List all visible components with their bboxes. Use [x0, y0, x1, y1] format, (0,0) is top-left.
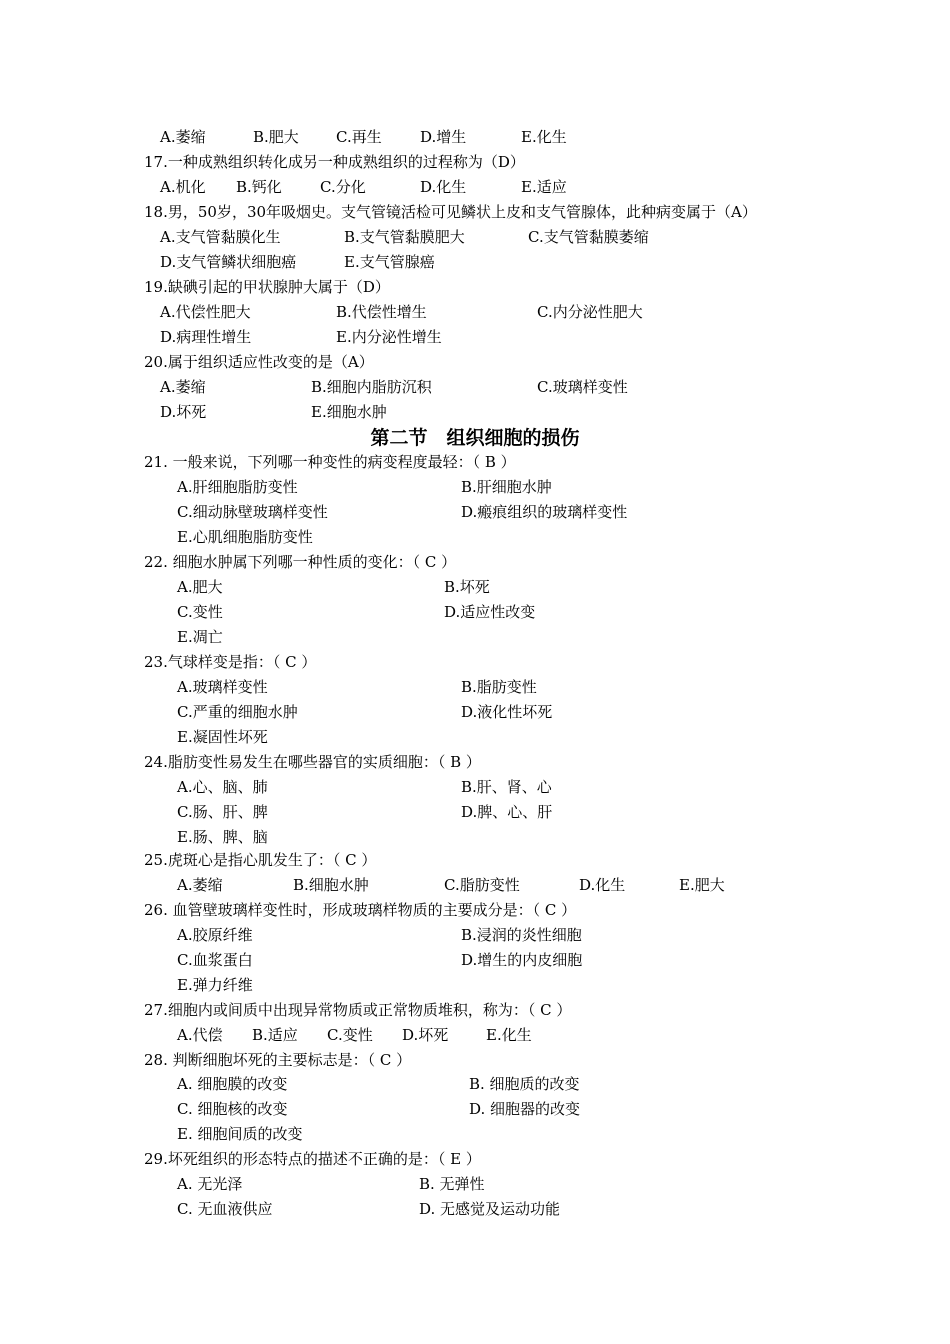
- answer-option: A.肥大: [177, 578, 223, 596]
- answer-option: E.内分泌性增生: [336, 328, 442, 346]
- answer-option: B. 无弹性: [419, 1175, 485, 1193]
- answer-option: C.再生: [336, 128, 382, 146]
- answer-option: A.萎缩: [160, 378, 206, 396]
- answer-option: A.胶原纤维: [177, 926, 253, 944]
- answer-option: C.严重的细胞水肿: [177, 703, 298, 721]
- answer-option: B.坏死: [444, 578, 490, 596]
- answer-option: C.脂肪变性: [444, 876, 520, 894]
- answer-option: D.病理性增生: [160, 328, 252, 346]
- answer-option: E.心肌细胞脂肪变性: [177, 528, 313, 546]
- answer-option: C.支气管黏膜萎缩: [528, 228, 649, 246]
- answer-option: C.细动脉壁玻璃样变性: [177, 503, 328, 521]
- answer-option: D.瘢痕组织的玻璃样变性: [461, 503, 628, 521]
- question-text: 27.细胞内或间质中出现异常物质或正常物质堆积，称为：（ C ）: [144, 1001, 572, 1019]
- question-text: 20.属于组织适应性改变的是（A）: [144, 353, 374, 371]
- question-text: 29.坏死组织的形态特点的描述不正确的是：（ E ）: [144, 1150, 481, 1168]
- answer-option: C.变性: [327, 1026, 373, 1044]
- question-text: 17.一种成熟组织转化成另一种成熟组织的过程称为（D）: [144, 153, 525, 171]
- answer-option: B.支气管黏膜肥大: [344, 228, 465, 246]
- answer-option: A.代偿性肥大: [160, 303, 251, 321]
- question-text: 19.缺碘引起的甲状腺肿大属于（D）: [144, 278, 390, 296]
- answer-option: E.肠、脾、脑: [177, 828, 268, 846]
- answer-option: B.浸润的炎性细胞: [461, 926, 582, 944]
- answer-option: A. 无光泽: [177, 1175, 243, 1193]
- answer-option: B.肝细胞水肿: [461, 478, 552, 496]
- answer-option: C. 细胞核的改变: [177, 1100, 288, 1118]
- answer-option: D.坏死: [160, 403, 207, 421]
- answer-option: E.弹力纤维: [177, 976, 253, 994]
- answer-option: A.萎缩: [177, 876, 223, 894]
- answer-option: D.化生: [579, 876, 626, 894]
- answer-option: D.液化性坏死: [461, 703, 553, 721]
- answer-option: C.肠、肝、脾: [177, 803, 268, 821]
- answer-option: C.变性: [177, 603, 223, 621]
- answer-option: A.心、脑、肺: [177, 778, 268, 796]
- answer-option: A.机化: [160, 178, 206, 196]
- answer-option: E.凝固性坏死: [177, 728, 268, 746]
- answer-option: E.化生: [521, 128, 567, 146]
- question-text: 18.男，50岁，30年吸烟史。支气管镜活检可见鳞状上皮和支气管腺体，此种病变属于（A）: [144, 203, 757, 221]
- question-text: 22. 细胞水肿属下列哪一种性质的变化：（ C ）: [144, 553, 457, 571]
- answer-option: B.细胞内脂肪沉积: [311, 378, 432, 396]
- answer-option: A. 细胞膜的改变: [177, 1075, 288, 1093]
- answer-option: D.化生: [420, 178, 467, 196]
- answer-option: B.细胞水肿: [293, 876, 369, 894]
- answer-option: B. 细胞质的改变: [469, 1075, 580, 1093]
- answer-option: A.肝细胞脂肪变性: [177, 478, 298, 496]
- answer-option: A.玻璃样变性: [177, 678, 268, 696]
- answer-option: B.代偿性增生: [336, 303, 427, 321]
- answer-option: E.肥大: [679, 876, 725, 894]
- answer-option: C. 无血液供应: [177, 1200, 273, 1218]
- answer-option: D.支气管鳞状细胞癌: [160, 253, 297, 271]
- question-text: 24.脂肪变性易发生在哪些器官的实质细胞：（ B ）: [144, 753, 481, 771]
- question-text: 26. 血管壁玻璃样变性时，形成玻璃样物质的主要成分是：（ C ）: [144, 901, 577, 919]
- answer-option: A.代偿: [177, 1026, 223, 1044]
- answer-option: D.坏死: [402, 1026, 449, 1044]
- answer-option: B.钙化: [236, 178, 282, 196]
- answer-option: C.内分泌性肥大: [537, 303, 643, 321]
- answer-option: B.肝、肾、心: [461, 778, 552, 796]
- answer-option: E.支气管腺癌: [344, 253, 435, 271]
- answer-option: D.脾、心、肝: [461, 803, 553, 821]
- answer-option: E.化生: [486, 1026, 532, 1044]
- answer-option: E. 细胞间质的改变: [177, 1125, 303, 1143]
- question-text: 25.虎斑心是指心肌发生了：（ C ）: [144, 851, 377, 869]
- answer-option: D. 无感觉及运动功能: [419, 1200, 561, 1218]
- answer-option: C.玻璃样变性: [537, 378, 628, 396]
- question-text: 28. 判断细胞坏死的主要标志是：（ C ）: [144, 1051, 412, 1069]
- section-title: 第二节 组织细胞的损伤: [370, 427, 580, 449]
- answer-option: D. 细胞器的改变: [469, 1100, 581, 1118]
- answer-option: D.增生: [420, 128, 467, 146]
- answer-option: E.凋亡: [177, 628, 223, 646]
- answer-option: C.分化: [320, 178, 366, 196]
- answer-option: E.适应: [521, 178, 567, 196]
- answer-option: B.适应: [252, 1026, 298, 1044]
- answer-option: A.支气管黏膜化生: [160, 228, 281, 246]
- question-text: 23.气球样变是指：（ C ）: [144, 653, 317, 671]
- answer-option: A.萎缩: [160, 128, 206, 146]
- answer-option: D.适应性改变: [444, 603, 536, 621]
- answer-option: E.细胞水肿: [311, 403, 387, 421]
- answer-option: C.血浆蛋白: [177, 951, 253, 969]
- answer-option: D.增生的内皮细胞: [461, 951, 583, 969]
- answer-option: B.脂肪变性: [461, 678, 537, 696]
- question-text: 21. 一般来说，下列哪一种变性的病变程度最轻：（ B ）: [144, 453, 516, 471]
- answer-option: B.肥大: [253, 128, 299, 146]
